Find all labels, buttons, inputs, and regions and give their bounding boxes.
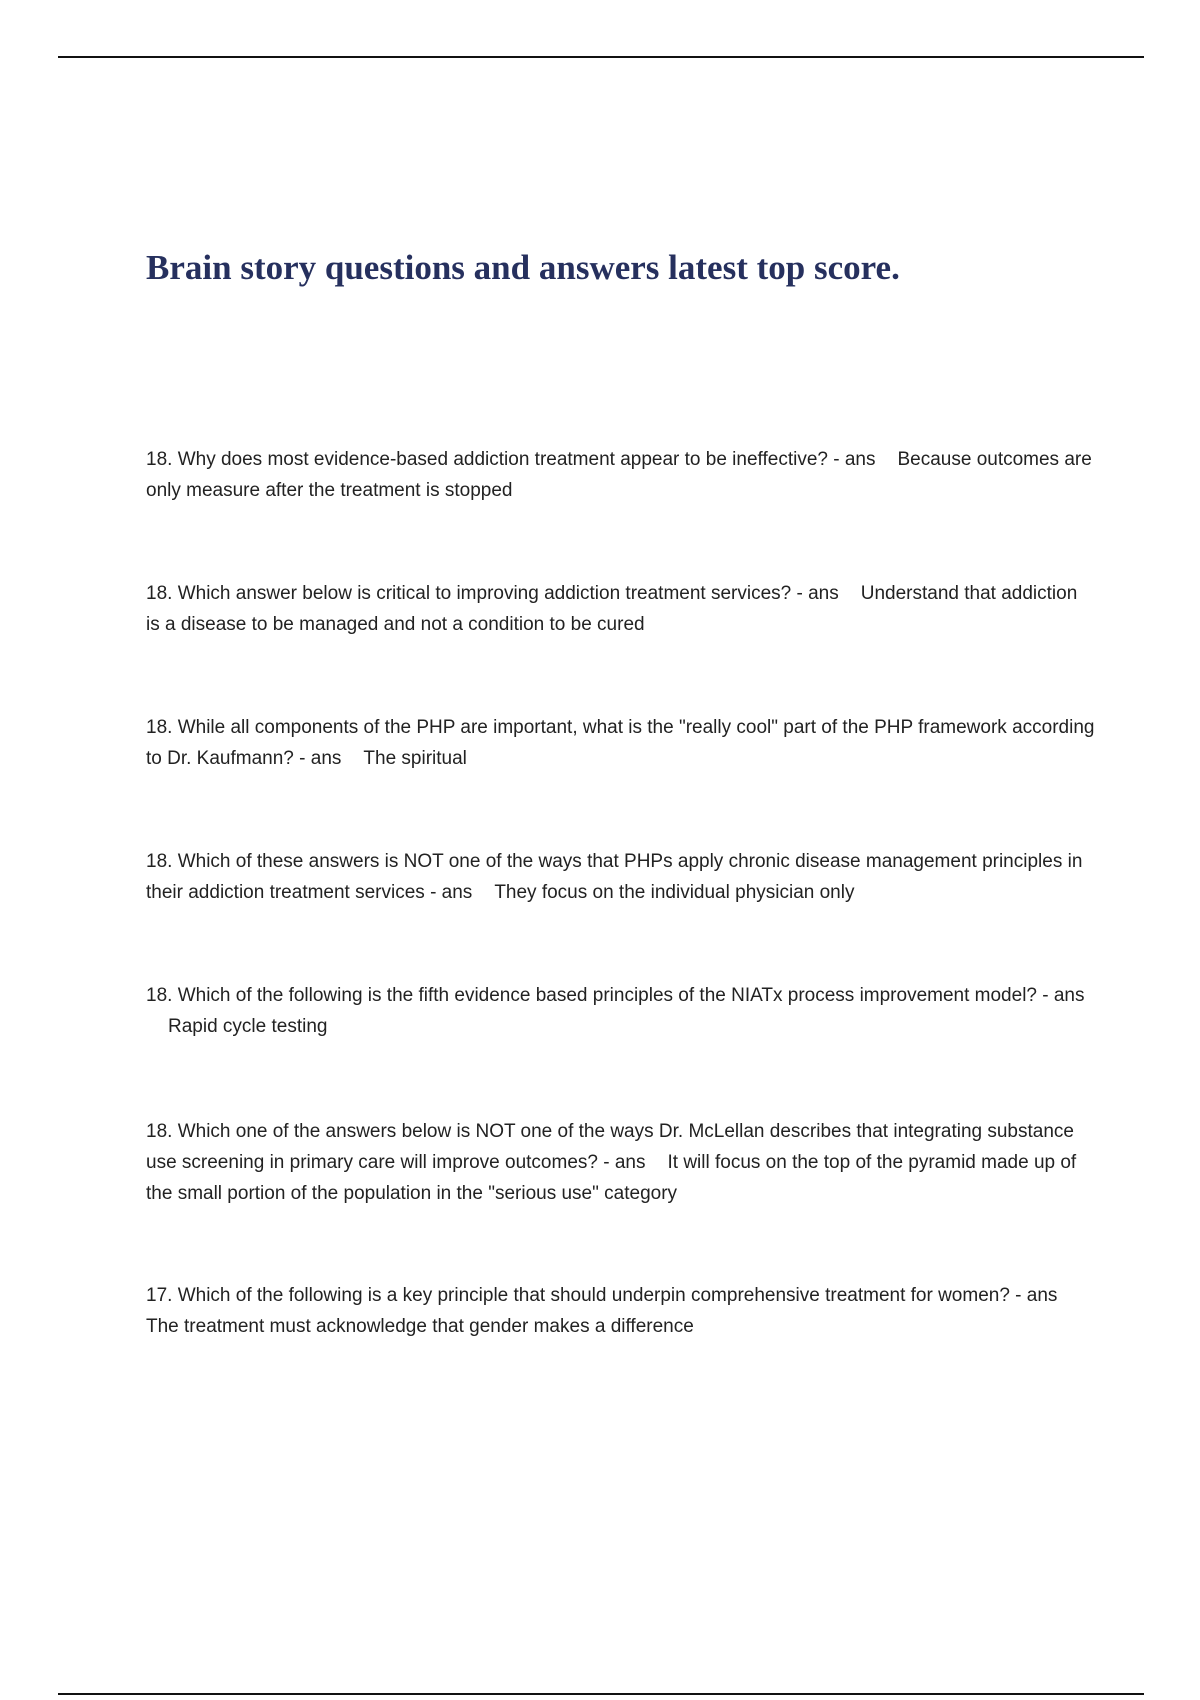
qa-item xyxy=(146,846,1096,908)
question-text: 18. Why does most evidence-based addiction treatment appear to be ineffective? - ans xyxy=(146,449,876,470)
question-text: 18. Which of these answers is NOT one of the ways that PHPs apply chronic disease management principles in their addiction treatment services - ans xyxy=(146,851,1083,903)
question-text: 18. While all components of the PHP are important, what is the "really cool" part of the PHP framework according to Dr. Kaufmann? - ans xyxy=(146,717,1095,769)
qa-item xyxy=(146,1116,1096,1209)
answer-text: The treatment must acknowledge that gender makes a difference xyxy=(146,1316,694,1337)
answer-text: It will focus on the top of the pyramid made up of the small portion of the population in the "serious use" category xyxy=(146,1152,1077,1204)
answer-text: They focus on the individual physician only xyxy=(494,882,855,903)
question-text: 18. Which one of the answers below is NOT one of the ways Dr. McLellan describes that integrating substance use screening in primary care will improve outcomes? - ans xyxy=(146,1121,1074,1173)
qa-item xyxy=(146,980,1096,1042)
answer-text: Rapid cycle testing xyxy=(168,1016,328,1037)
qa-item xyxy=(146,578,1096,640)
question-text: 18. Which answer below is critical to improving addiction treatment services? - ans xyxy=(146,583,839,604)
question-text: 18. Which of the following is the fifth evidence based principles of the NIATx process improvement model? - ans xyxy=(146,985,1085,1006)
footer-rule xyxy=(58,1693,1144,1695)
document-title: Brain story questions and answers latest top score. xyxy=(146,248,900,287)
answer-text: Because outcomes are only measure after the treatment is stopped xyxy=(146,449,1092,501)
header-rule xyxy=(58,56,1144,58)
answer-text: The spiritual xyxy=(363,748,467,769)
qa-item xyxy=(146,1280,1096,1342)
qa-item xyxy=(146,444,1096,506)
question-text: 17. Which of the following is a key principle that should underpin comprehensive treatment for women? - ans xyxy=(146,1285,1058,1306)
qa-item xyxy=(146,712,1096,774)
answer-text: Understand that addiction is a disease to be managed and not a condition to be cured xyxy=(146,583,1078,635)
